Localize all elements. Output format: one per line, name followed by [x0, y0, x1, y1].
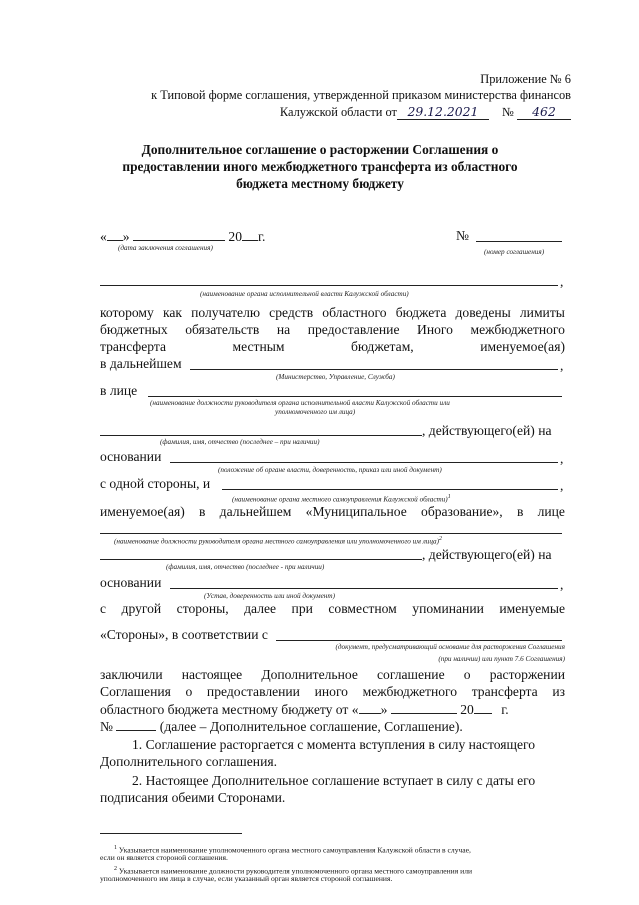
para1-line1 [100, 305, 565, 321]
basis-caption-1: (положение об органе власти, доверенность, приказ или иной документ) [218, 466, 442, 474]
official-name-caption: (фамилия, имя, отчество (последнее – при наличии) [160, 438, 320, 446]
word: местным [232, 339, 285, 354]
official-position-caption-1: (наименование должности руководителя органа исполнительной власти Калужской области или [150, 399, 450, 407]
footnote-separator [100, 833, 242, 834]
ref-month-blank[interactable] [391, 701, 457, 714]
word: о [185, 684, 193, 699]
word: из [552, 684, 565, 699]
local-gov-caption [232, 493, 451, 504]
word: иного [314, 684, 348, 699]
ref-number-label: № [100, 719, 113, 734]
muni-official-blank[interactable] [100, 533, 562, 534]
word: о [463, 667, 471, 682]
footnote-1-sup: 1 [114, 845, 117, 851]
one-side-label: с одной стороны, и [100, 476, 211, 491]
word: на [276, 322, 291, 337]
concluded-line4-text: (далее – Дополнительное соглашение, Соглашение). [159, 719, 463, 734]
word: в [516, 504, 524, 519]
termination-basis-blank[interactable] [276, 640, 562, 641]
day-blank[interactable] [107, 228, 123, 241]
year-blank[interactable] [242, 228, 258, 241]
order-number-label: № [502, 105, 514, 119]
agreement-number-caption: (номер соглашения) [484, 248, 545, 256]
word: доведены [455, 305, 511, 320]
word: дальнейшем [219, 504, 292, 519]
footnote-2-text: Указывается наименование должности руководителя уполномоченного органа местного самоуправления или [118, 866, 473, 876]
municipal-line [100, 504, 565, 520]
basis-label-2: основании [100, 575, 162, 590]
footnote-2-sup: 2 [114, 866, 117, 872]
concluded-line2 [100, 684, 565, 700]
quote-open: « [351, 702, 359, 717]
ref-number-blank[interactable] [116, 718, 156, 731]
word: в [199, 504, 206, 519]
word: стороны, [176, 601, 229, 616]
word: межбюджетного [362, 684, 458, 699]
parties-label: «Стороны», в соответствии с [100, 627, 268, 642]
word: соглашение [377, 667, 445, 682]
org-name-caption: (наименование органа исполнительной власти Калужской области) [200, 290, 409, 298]
date-caption: (дата заключения соглашения) [118, 244, 213, 252]
word: далее [244, 601, 277, 616]
termination-basis-caption-2: (при наличии) или пункт 7.6 Соглашения) [438, 655, 565, 663]
item1-line1: 1. Соглашение расторгается с момента вступления в силу настоящего [132, 737, 536, 752]
appendix-basis: к Типовой форме соглашения, утвержденной приказом министерства финансов [151, 88, 571, 102]
word: заключили [100, 667, 163, 682]
doc-title-line-1: Дополнительное соглашение о расторжении Соглашения о [141, 142, 499, 157]
muni-official-caption [114, 535, 442, 546]
agreement-number-label: № [456, 228, 469, 243]
quote-open: « [100, 229, 107, 244]
ref-year-prefix: 20 [460, 702, 474, 717]
agreement-number-blank[interactable] [476, 241, 562, 242]
para1-in-further: в дальнейшем [100, 356, 182, 371]
word: обязательств [185, 322, 260, 337]
word: упоминании [412, 601, 484, 616]
handwritten-date: 29.12.2021 [397, 104, 489, 120]
word: именуемое(ая) [480, 339, 565, 354]
item2-line2: подписания обеими Сторонами. [100, 790, 286, 805]
muni-official-caption-text: (наименование должности руководителя органа местного самоуправления или уполномоченного им лица) [114, 537, 440, 546]
footnote-ref-1: 1 [447, 494, 451, 500]
word: Иного [417, 322, 453, 337]
local-gov-blank[interactable] [222, 489, 558, 490]
word: как [162, 305, 182, 320]
concluded-line1 [100, 667, 565, 683]
year-prefix: 20 [228, 229, 242, 244]
local-gov-caption-text: (наименование органа местного самоуправления Калужской области) [232, 495, 448, 504]
org-name-comma: , [560, 274, 564, 289]
face-label: в лице [100, 383, 138, 398]
acting-on-2: , действующего(ей) на [422, 547, 552, 562]
footnote-1-line2: если он является стороной соглашения. [100, 853, 228, 862]
word: «Муниципальное [305, 504, 407, 519]
word: средств [269, 305, 314, 320]
acting-on-1: , действующего(ей) на [422, 423, 552, 438]
ministry-blank[interactable] [190, 369, 558, 370]
word: другой [121, 601, 162, 616]
word: которому [100, 305, 154, 320]
word: бюджета [395, 305, 447, 320]
word: трансферта [471, 684, 538, 699]
word: с [100, 601, 107, 616]
word: именуемые [499, 601, 565, 616]
word: получателю [191, 305, 261, 320]
quote-close: » [122, 229, 130, 244]
word: настоящее [181, 667, 243, 682]
word: лице [537, 504, 565, 519]
word: бюджетных [100, 322, 168, 337]
ref-day-blank[interactable] [359, 701, 381, 714]
official-name-blank[interactable] [100, 435, 422, 436]
concluded-line3 [100, 701, 565, 718]
word: предоставлении [206, 684, 300, 699]
org-name-blank[interactable] [100, 285, 558, 286]
date-field [100, 228, 265, 245]
word: Соглашения [100, 684, 171, 699]
muni-name-caption: (фамилия, имя, отчество (последнее - при наличии) [166, 563, 325, 571]
official-position-caption-2: уполномоченного им лица) [275, 408, 356, 416]
year-suffix: г. [258, 229, 266, 244]
muni-name-blank[interactable] [100, 559, 422, 560]
quote-close: » [380, 702, 388, 717]
para1-line2 [100, 322, 565, 338]
other-side-line [100, 601, 565, 617]
word: областного [322, 305, 387, 320]
word: лимиты [519, 305, 565, 320]
appendix-number: Приложение № 6 [480, 72, 571, 86]
appendix-order [280, 104, 571, 120]
word: бюджетам, [351, 339, 414, 354]
word: совместном [328, 601, 397, 616]
ref-year-blank[interactable] [474, 701, 492, 714]
word: образование», [421, 504, 503, 519]
doc-title-line-2: предоставлении иного межбюджетного трансферта из областного [122, 159, 518, 174]
handwritten-number: 462 [517, 104, 571, 120]
ref-year-suffix: г. [501, 702, 509, 717]
official-position-blank[interactable] [148, 396, 562, 397]
footnote-1-text: Указывается наименование уполномоченного органа местного самоуправления Калужской области в случае, [118, 845, 471, 855]
ministry-caption: (Министерство, Управление, Служба) [276, 373, 395, 381]
word: именуемое(ая) [100, 504, 185, 519]
word: при [291, 601, 313, 616]
concluded-line4 [100, 718, 463, 735]
month-blank[interactable] [133, 228, 225, 241]
word: расторжении [489, 667, 565, 682]
basis-comma-1: , [560, 451, 564, 466]
item2-line1: 2. Настоящее Дополнительное соглашение вступает в силу с даты его [132, 773, 536, 788]
footnote-ref-2: 2 [439, 536, 443, 542]
basis-blank-1[interactable] [170, 462, 558, 463]
basis-label-1: основании [100, 449, 162, 464]
basis-caption-2: (Устав, доверенность или иной документ) [204, 592, 335, 600]
word: межбюджетного [470, 322, 565, 337]
appendix-order-prefix: Калужской области от [279, 105, 397, 119]
word: Дополнительное [261, 667, 358, 682]
word: трансферта [100, 339, 167, 354]
basis-blank-2[interactable] [170, 588, 558, 589]
basis-comma-2: , [560, 577, 564, 592]
para1-line3 [100, 339, 565, 355]
item1-line2: Дополнительного соглашения. [100, 754, 277, 769]
word: предоставление [307, 322, 400, 337]
local-gov-comma: , [560, 478, 564, 493]
termination-basis-caption-1: (документ, предусматривающий основание для расторжения Соглашения [335, 643, 565, 651]
ministry-comma: , [560, 358, 564, 373]
doc-title-line-3: бюджета местному бюджету [236, 176, 404, 191]
footnote-2-line2: уполномоченного им лица в случае, если указанный орган является стороной соглашения. [100, 874, 393, 883]
concluded-line3-text: областного бюджета местному бюджету от [100, 702, 349, 717]
